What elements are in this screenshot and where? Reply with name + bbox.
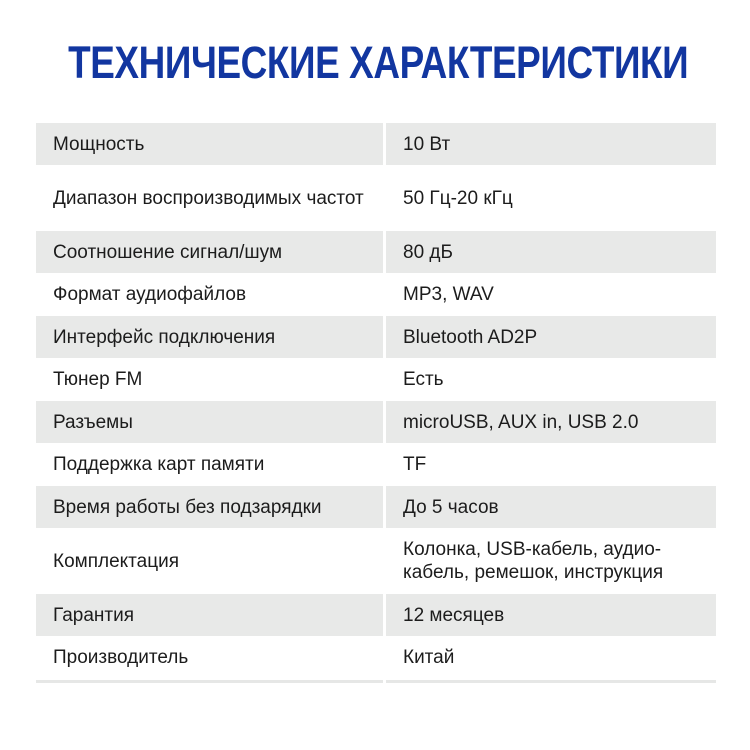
spec-value: Колонка, USB-кабель, аудио-кабель, ремешок, инструкция xyxy=(403,539,664,583)
spec-label: Мощность xyxy=(36,123,383,165)
table-row xyxy=(36,594,716,636)
spec-value: До 5 часов xyxy=(386,486,716,528)
divider-right xyxy=(386,680,716,683)
spec-value: 12 месяцев xyxy=(386,594,716,636)
specs-table xyxy=(36,123,716,683)
table-row xyxy=(36,165,716,231)
spec-label: Гарантия xyxy=(36,594,383,636)
spec-value: Bluetooth AD2P xyxy=(386,316,716,358)
table-row xyxy=(36,358,716,401)
table-row xyxy=(36,231,716,273)
spec-value: Китай xyxy=(403,647,455,668)
table-row xyxy=(36,273,716,316)
table-row xyxy=(36,486,716,528)
page-title xyxy=(0,38,750,88)
spec-value: 10 Вт xyxy=(386,123,716,165)
spec-label: Диапазон воспроизводимых частот xyxy=(53,187,364,209)
spec-value: TF xyxy=(403,454,427,475)
spec-label: Время работы без подзарядки xyxy=(36,486,383,528)
spec-value: MP3, WAV xyxy=(403,284,494,305)
spec-label: Комплектация xyxy=(53,550,180,572)
page-title-text: ТЕХНИЧЕСКИЕ ХАРАКТЕРИСТИКИ xyxy=(68,37,689,88)
spec-label: Разъемы xyxy=(36,401,383,443)
spec-label: Поддержка карт памяти xyxy=(53,454,265,475)
table-row xyxy=(36,316,716,358)
spec-value: Есть xyxy=(403,369,444,390)
table-row xyxy=(36,123,716,165)
spec-label: Тюнер FM xyxy=(53,369,143,390)
spec-label: Формат аудиофайлов xyxy=(53,284,247,305)
spec-value: 80 дБ xyxy=(386,231,716,273)
divider-left xyxy=(36,680,383,683)
table-bottom-divider xyxy=(36,680,716,683)
table-row xyxy=(36,401,716,443)
spec-value: 50 Гц-20 кГц xyxy=(403,187,513,209)
spec-label: Производитель xyxy=(53,647,189,668)
table-row xyxy=(36,443,716,486)
table-row xyxy=(36,636,716,679)
spec-label: Соотношение сигнал/шум xyxy=(36,231,383,273)
spec-value: microUSB, AUX in, USB 2.0 xyxy=(386,401,716,443)
table-row xyxy=(36,528,716,594)
spec-label: Интерфейс подключения xyxy=(36,316,383,358)
